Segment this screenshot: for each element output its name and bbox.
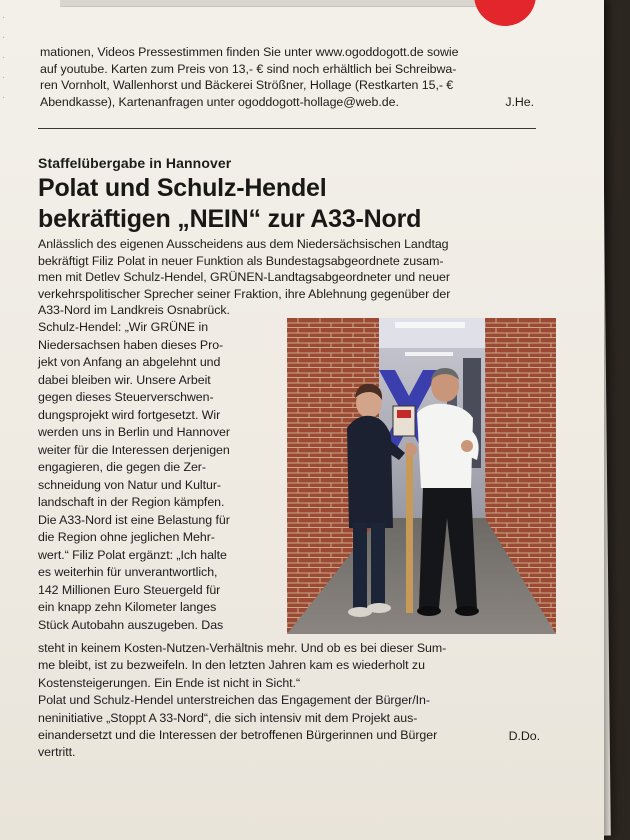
text-line: die Region ohne jeglichen Mehr- [38,530,215,544]
author-signature: J.He. [505,94,534,109]
text-line: Niedersachsen haben dieses Pro- [38,337,224,352]
text-line: Die A33-Nord ist eine Belastung für [38,512,230,527]
text-line: es weiterhin für unverantwortlich, [38,565,218,579]
text-line: auf youtube. Karten zum Preis von 13,- € sind noch erhältlich bei Schreibwa- [40,61,457,76]
text-line: werden uns in Berlin und Hannover [38,425,230,439]
text-line-content: vertritt. [38,745,76,760]
text-line: engagieren, die gegen die Zer- [38,460,206,474]
text-line: dabei bleiben wir. Unsere Arbeit [38,372,211,387]
text-line: einandersetzt und die Interessen der betroffenen Bürgerinnen und Bürger [38,728,438,743]
event-info-paragraph [40,44,534,110]
text-line: jekt von Anfang an abgelehnt und [38,355,221,369]
text-line: schneidung von Natur und Kultur- [38,477,221,492]
text-line: Kostensteigerungen. Ein Ende ist nicht in Sicht.“ [38,675,301,690]
text-line: Stück Autobahn auszugeben. Das [38,617,224,632]
text-line: neninitiative „Stoppt A 33-Nord“, die sich intensiv mit dem Projekt aus- [38,710,418,725]
article-column [38,319,278,634]
text-line: dungsprojekt wird fortgesetzt. Wir [38,407,221,422]
article-continuation [38,640,546,762]
article-photo [287,318,556,634]
photo-illustration [287,318,556,634]
text-line: Anlässlich des eigenen Ausscheidens aus dem Niedersächsischen Landtag [38,237,449,251]
text-line: me bleibt, ist zu bezweifeln. In den letzten Jahren kam es wiederholt zu [38,658,425,673]
article-kicker: Staffelübergabe in Hannover [38,155,232,171]
section-divider [38,128,536,129]
text-line: 142 Millionen Euro Steuergeld für [38,582,221,597]
text-line: mationen, Videos Pressestimmen finden Sie unter www.ogoddogott.de sowie [40,45,459,59]
text-line: Polat und Schulz-Hendel unterstreichen das Engagement der Bürger/In- [38,693,430,708]
headline-line: Polat und Schulz-Hendel [38,174,327,202]
text-line: steht in keinem Kosten-Nutzen-Verhältnis mehr. Und ob es bei dieser Sum- [38,641,447,655]
text-line: wert.“ Filiz Polat ergänzt: „Ich halte [38,547,227,562]
page-edge-marks: · · · · · [2,12,6,103]
text-line: weiter für die Interessen derjenigen [38,442,230,457]
author-signature: D.Do. [508,729,540,744]
text-line: ein knapp zehn Kilometer langes [38,600,217,614]
text-line-content: Abendkasse), Kartenanfragen unter ogoddogott-hollage@web.de. [40,94,399,109]
headline-line: bekräftigen „NEIN“ zur A33-Nord [38,205,422,233]
text-line: landschaft in der Region kämpfen. [38,495,225,509]
red-badge [474,0,536,26]
previous-article-box-edge [60,0,480,7]
text-line: A33-Nord im Landkreis Osnabrück. [38,303,230,318]
text-line: gegen dieses Steuerverschwen- [38,390,214,404]
article-headline [38,173,558,235]
text-line: Schulz-Hendel: „Wir GRÜNE in [38,320,209,334]
text-line: men mit Detlev Schulz-Hendel, GRÜNEN-Landtagsabgeordneter und neuer [38,270,450,285]
article-intro [38,236,544,319]
text-line [40,94,534,111]
text-line: bekräftigt Filiz Polat in neuer Funktion als Bundestagsabgeordnete zusam- [38,253,444,268]
text-line: verkehrspolitischer Sprecher seiner Fraktion, ihre Ablehnung gegenüber der [38,286,451,301]
text-line: ren Vornholt, Wallenhorst und Bäckerei Strößner, Hollage (Restkarten 15,- € [40,78,454,93]
